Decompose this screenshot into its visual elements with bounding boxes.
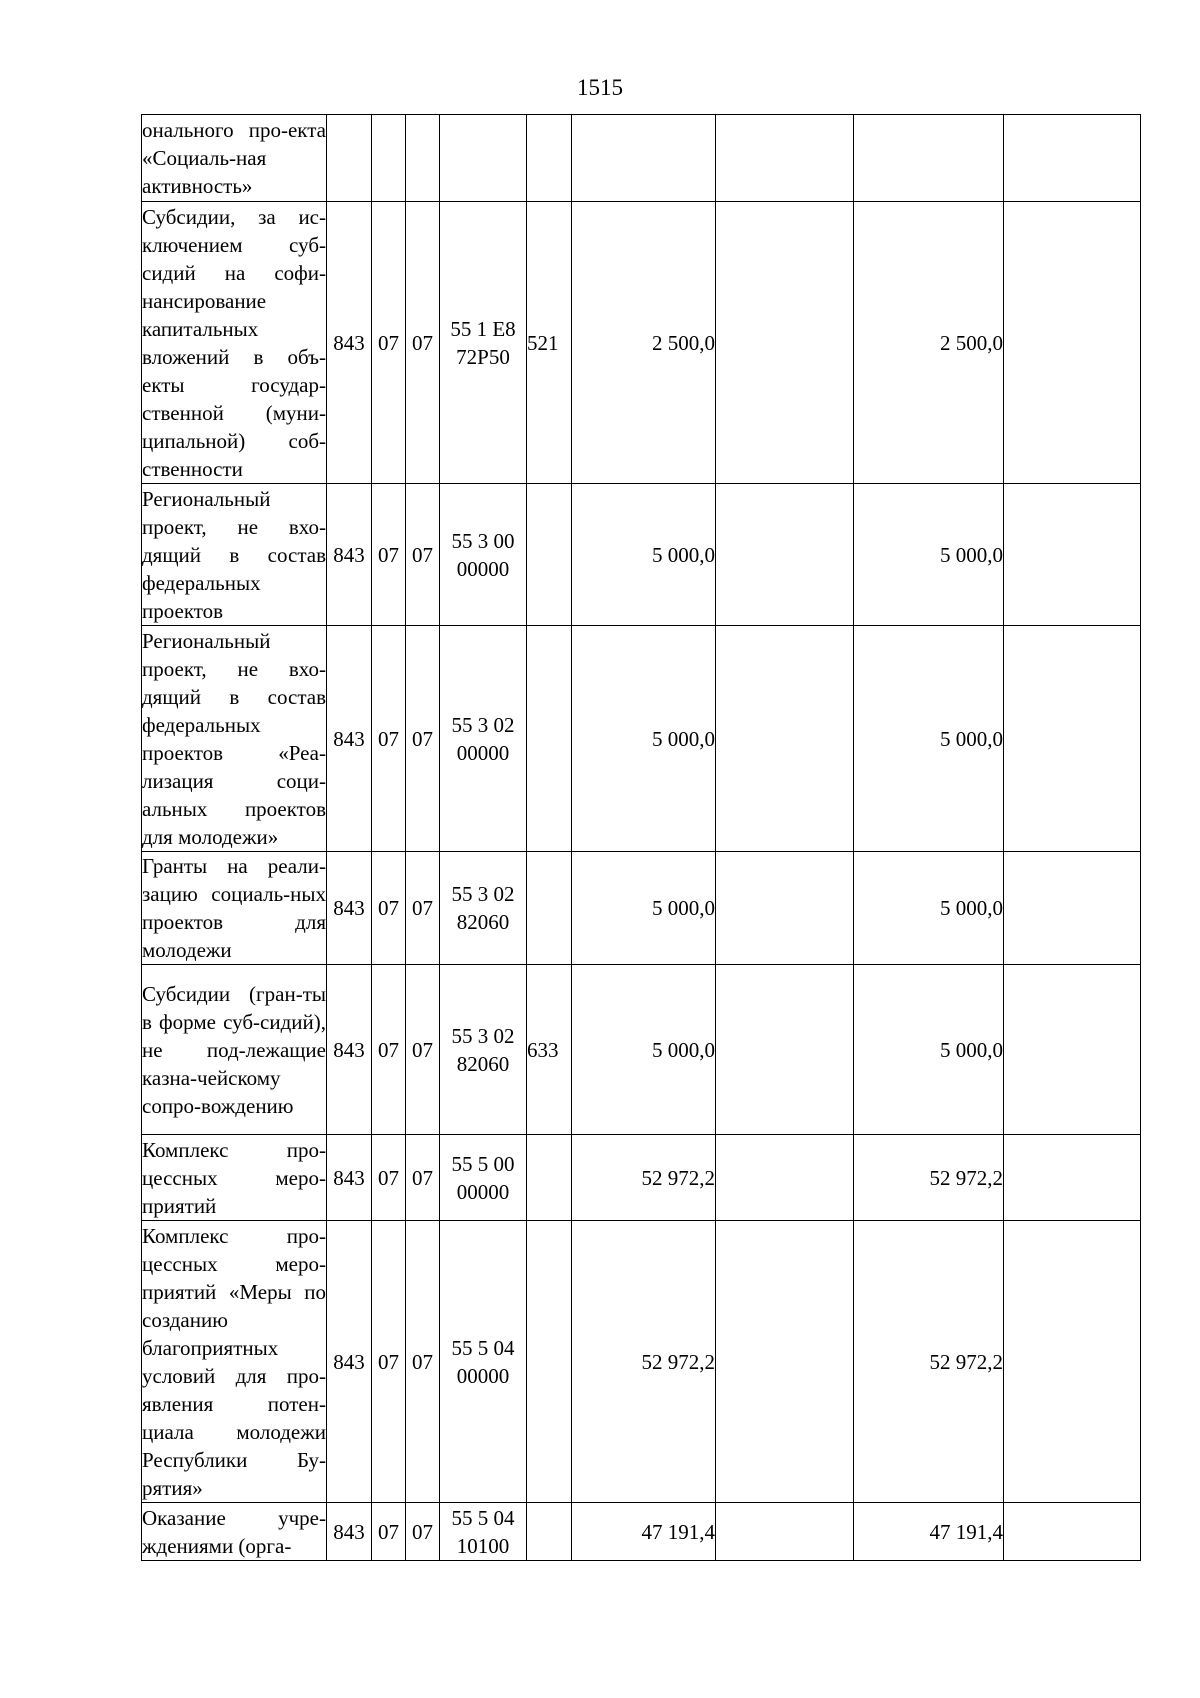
target-article-line-1: 55 3 02 bbox=[451, 712, 515, 737]
section-code: 07 bbox=[372, 1135, 406, 1221]
expense-type-code: 521 bbox=[527, 202, 572, 484]
subsection-code: 07 bbox=[406, 1221, 440, 1503]
amount-column-3: 52 972,2 bbox=[854, 1135, 1004, 1221]
table-row bbox=[142, 852, 1141, 965]
target-article-code bbox=[440, 202, 527, 484]
amount-column-2 bbox=[716, 1221, 854, 1503]
subsection-code: 07 bbox=[406, 965, 440, 1135]
expense-name: Субсидии, за ис-ключением суб-сидий на софи-нансирование капитальных вложений в объ-екты государ-ственной (муни-ципальной) соб-ственности bbox=[142, 202, 327, 484]
amount-column-4 bbox=[1004, 1135, 1141, 1221]
table-row bbox=[142, 115, 1141, 202]
subsection-code: 07 bbox=[406, 1135, 440, 1221]
subsection-code: 07 bbox=[406, 852, 440, 965]
target-article-code bbox=[440, 484, 527, 626]
amount-total: 5 000,0 bbox=[572, 484, 716, 626]
target-article-line-2: 10100 bbox=[456, 1533, 510, 1558]
expense-type-code bbox=[527, 626, 572, 852]
section-code: 07 bbox=[372, 1221, 406, 1503]
amount-column-2 bbox=[716, 115, 854, 202]
amount-column-2 bbox=[716, 965, 854, 1135]
section-code: 07 bbox=[372, 852, 406, 965]
table-body bbox=[142, 115, 1141, 1561]
table-row bbox=[142, 484, 1141, 626]
amount-column-2 bbox=[716, 626, 854, 852]
expense-name: онального про-екта «Социаль-ная активность» bbox=[142, 115, 327, 202]
amount-column-3: 5 000,0 bbox=[854, 484, 1004, 626]
expense-type-code bbox=[527, 852, 572, 965]
amount-column-4 bbox=[1004, 484, 1141, 626]
target-article-line-2: 82060 bbox=[456, 910, 510, 934]
expense-type-code bbox=[527, 115, 572, 202]
amount-column-2 bbox=[716, 202, 854, 484]
amount-column-3: 2 500,0 bbox=[854, 202, 1004, 484]
grbs-code: 843 bbox=[327, 1503, 372, 1561]
target-article-line-1: 55 3 00 bbox=[451, 528, 515, 553]
expense-name: Оказание учре-ждениями (орга- bbox=[142, 1503, 327, 1561]
section-code: 07 bbox=[372, 484, 406, 626]
target-article-line-2: 00000 bbox=[456, 1179, 510, 1204]
expense-name: Субсидии (гран-ты в форме суб-сидий), не под-лежащие казна-чейскому сопро-вождению bbox=[142, 965, 327, 1135]
grbs-code: 843 bbox=[327, 484, 372, 626]
table-row bbox=[142, 202, 1141, 484]
section-code: 07 bbox=[372, 202, 406, 484]
amount-total: 52 972,2 bbox=[572, 1221, 716, 1503]
expense-name: Гранты на реали-зацию социаль-ных проектов для молодежи bbox=[142, 852, 327, 965]
amount-column-4 bbox=[1004, 1221, 1141, 1503]
amount-total: 5 000,0 bbox=[572, 965, 716, 1135]
grbs-code: 843 bbox=[327, 1135, 372, 1221]
expense-type-code bbox=[527, 1135, 572, 1221]
grbs-code: 843 bbox=[327, 852, 372, 965]
amount-column-2 bbox=[716, 1135, 854, 1221]
expense-name: Комплекс про-цессных меро-приятий «Меры по созданию благоприятных условий для про-явления потен-циала молодежи Республики Бу-рятия» bbox=[142, 1221, 327, 1503]
amount-column-4 bbox=[1004, 115, 1141, 202]
target-article-line-1: 55 5 00 bbox=[451, 1151, 515, 1176]
target-article-code bbox=[440, 1503, 527, 1561]
subsection-code bbox=[406, 115, 440, 202]
expense-name: Комплекс про-цессных меро-приятий bbox=[142, 1135, 327, 1221]
page-number: 1515 bbox=[577, 75, 623, 100]
budget-table bbox=[141, 114, 1141, 1561]
grbs-code: 843 bbox=[327, 202, 372, 484]
amount-total: 47 191,4 bbox=[572, 1503, 716, 1561]
section-code: 07 bbox=[372, 1503, 406, 1561]
amount-column-4 bbox=[1004, 202, 1141, 484]
subsection-code: 07 bbox=[406, 626, 440, 852]
amount-total: 5 000,0 bbox=[572, 852, 716, 965]
target-article-line-1: 55 5 04 bbox=[451, 1505, 515, 1530]
expense-type-code bbox=[527, 1503, 572, 1561]
target-article-code bbox=[440, 115, 527, 202]
amount-total: 5 000,0 bbox=[572, 626, 716, 852]
grbs-code: 843 bbox=[327, 626, 372, 852]
target-article-line-1: 55 1 Е8 bbox=[450, 316, 516, 341]
expense-type-code bbox=[527, 484, 572, 626]
target-article-line-2: 72Р50 bbox=[456, 344, 510, 369]
subsection-code: 07 bbox=[406, 1503, 440, 1561]
target-article-line-2: 00000 bbox=[456, 556, 510, 581]
section-code: 07 bbox=[372, 626, 406, 852]
grbs-code: 843 bbox=[327, 965, 372, 1135]
amount-column-2 bbox=[716, 1503, 854, 1561]
expense-type-code bbox=[527, 1221, 572, 1503]
table-row bbox=[142, 965, 1141, 1135]
expense-type-code: 633 bbox=[527, 965, 572, 1135]
target-article-line-2: 00000 bbox=[456, 740, 510, 765]
amount-column-3: 5 000,0 bbox=[854, 626, 1004, 852]
amount-column-4 bbox=[1004, 965, 1141, 1135]
target-article-code bbox=[440, 965, 527, 1135]
amount-column-3: 52 972,2 bbox=[854, 1221, 1004, 1503]
target-article-code bbox=[440, 1135, 527, 1221]
amount-total: 2 500,0 bbox=[572, 202, 716, 484]
table-row bbox=[142, 1135, 1141, 1221]
grbs-code: 843 bbox=[327, 1221, 372, 1503]
amount-total bbox=[572, 115, 716, 202]
amount-column-3 bbox=[854, 115, 1004, 202]
grbs-code bbox=[327, 115, 372, 202]
target-article-line-2: 82060 bbox=[456, 1051, 510, 1076]
amount-total: 52 972,2 bbox=[572, 1135, 716, 1221]
amount-column-2 bbox=[716, 484, 854, 626]
amount-column-4 bbox=[1004, 626, 1141, 852]
amount-column-3: 5 000,0 bbox=[854, 852, 1004, 965]
section-code: 07 bbox=[372, 965, 406, 1135]
target-article-line-1: 55 3 02 bbox=[451, 882, 515, 906]
target-article-code bbox=[440, 852, 527, 965]
amount-column-4 bbox=[1004, 1503, 1141, 1561]
subsection-code: 07 bbox=[406, 202, 440, 484]
target-article-line-1: 55 3 02 bbox=[451, 1023, 515, 1048]
amount-column-4 bbox=[1004, 852, 1141, 965]
target-article-code bbox=[440, 626, 527, 852]
target-article-line-2: 00000 bbox=[456, 1363, 510, 1388]
target-article-line-1: 55 5 04 bbox=[451, 1335, 515, 1360]
target-article-code bbox=[440, 1221, 527, 1503]
amount-column-3: 5 000,0 bbox=[854, 965, 1004, 1135]
amount-column-2 bbox=[716, 852, 854, 965]
table-row bbox=[142, 1503, 1141, 1561]
amount-column-3: 47 191,4 bbox=[854, 1503, 1004, 1561]
expense-name: Региональный проект, не вхо-дящий в состав федеральных проектов bbox=[142, 484, 327, 626]
expense-name: Региональный проект, не вхо-дящий в состав федеральных проектов «Реа-лизация соци-альных проектов для молодежи» bbox=[142, 626, 327, 852]
subsection-code: 07 bbox=[406, 484, 440, 626]
section-code bbox=[372, 115, 406, 202]
table-row bbox=[142, 626, 1141, 852]
table-row bbox=[142, 1221, 1141, 1503]
